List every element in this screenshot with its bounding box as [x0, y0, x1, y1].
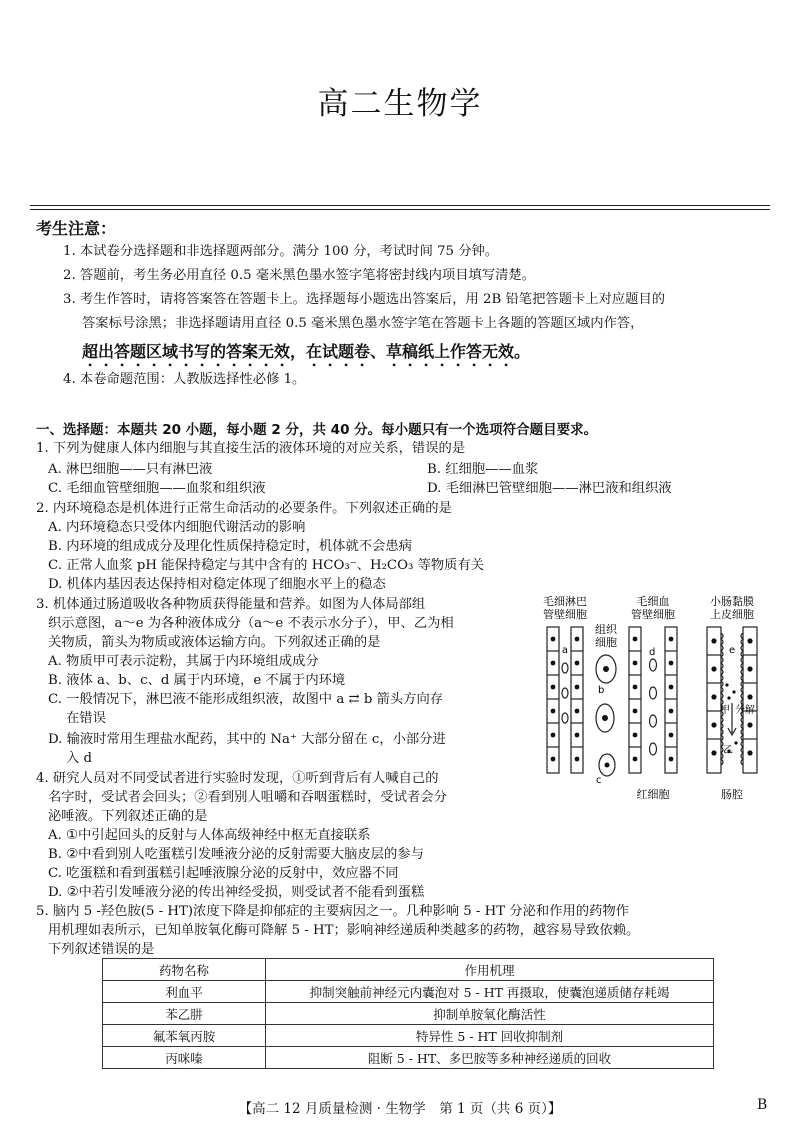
q3-stem-1: 3. 机体通过肠道吸收各种物质获得能量和营养。如图为人体局部组	[36, 597, 426, 612]
q4-option-d: D. ②中若引发唾液分泌的传出神经受损，则受试者不能看到蛋糕	[48, 885, 425, 900]
q4-option-c: C. 吃蛋糕和看到蛋糕引起唾液腺分泌的反射中，效应器不同	[48, 866, 399, 881]
q3-option-c-2: 在错误	[66, 711, 106, 726]
table-header-row	[103, 959, 714, 981]
letter-c: c	[596, 775, 602, 786]
letter-b: b	[598, 685, 605, 696]
notice-item-3-emphasis: 超出答题区域书写的答案无效，在试题卷、草稿纸上作答无效。	[82, 342, 531, 361]
q1-option-a: A. 淋巴细胞——只有淋巴液	[48, 462, 213, 477]
table-cell: 阻断 5 - HT、多巴胺等多种神经递质的回收	[266, 1047, 714, 1069]
q3-stem-2: 织示意图，a～e 为各种液体成分（a～e 不表示水分子），甲、乙为相	[48, 616, 454, 631]
label-intestine-2: 上皮细胞	[710, 608, 754, 621]
notice-item-3-cont: 答案标号涂黑；非选择题请用直径 0.5 毫米黑色墨水签字笔在答题卡上各题的答题区域内作答，	[82, 316, 644, 331]
tissue-diagram	[535, 593, 775, 805]
table-row	[103, 981, 714, 1003]
q2-option-a: A. 内环境稳态只受体内细胞代谢活动的影响	[48, 520, 306, 535]
q3-option-d-1: D. 输液时常用生理盐水配药，其中的 Na⁺ 大部分留在 c，小部分进	[48, 732, 446, 747]
label-tissue-1: 组织	[595, 623, 617, 636]
q2-option-b: B. 内环境的组成成分及理化性质保持稳定时，机体就不会患病	[48, 539, 412, 554]
notice-item-2: 2. 答题前，考生务必用直径 0.5 毫米黑色墨水签字笔将密封线内项目填写清楚。	[63, 268, 536, 283]
table-cell: 利血平	[103, 981, 266, 1003]
letter-a: a	[561, 645, 569, 656]
table-cell: 氟苯氧丙胺	[103, 1025, 266, 1047]
header-rule-thin	[30, 209, 770, 210]
letter-d: d	[649, 647, 656, 658]
q4-stem-1: 4. 研究人员对不同受试者进行实验时发现，①听到背后有人喊自己的	[36, 771, 439, 786]
tissue-nuclei	[602, 666, 610, 768]
section-heading: 一、选择题：本题共 20 小题，每小题 2 分，共 40 分。每小题只有一个选项符合题目要求。	[36, 422, 598, 438]
q4-option-a: A. ①中引起回头的反射与人体高级神经中枢无直接联系	[48, 828, 371, 843]
label-lymph-1: 毛细淋巴	[543, 595, 587, 608]
table-row	[103, 1025, 714, 1047]
header-rule	[30, 205, 770, 206]
label-intestine-1: 小肠黏膜	[710, 595, 754, 608]
label-rbc: 红细胞	[636, 788, 670, 801]
table-cell: 丙咪嗪	[103, 1047, 266, 1069]
drug-table	[102, 958, 714, 1069]
table-header: 作用机理	[266, 959, 714, 981]
notice-item-4: 4. 本卷命题范围：人教版选择性必修 1。	[63, 372, 306, 387]
q3-option-a: A. 物质甲可表示淀粉，其属于内环境组成成分	[48, 654, 319, 669]
notice-item-3: 3. 考生作答时，请将答案答在答题卡上。选择题每小题选出答案后，用 2B 铅笔把答题卡上对应题目的	[63, 292, 666, 307]
table-row	[103, 1047, 714, 1069]
label-lumen: 肠腔	[721, 788, 743, 801]
label-tissue-2: 细胞	[595, 636, 617, 649]
q3-stem-3: 关物质，箭头为物质或液体运输方向。下列叙述正确的是	[48, 635, 381, 650]
q1-stem: 1. 下列为健康人体内细胞与其直接生活的液体环境的对应关系，错误的是	[36, 441, 466, 456]
q3-option-d-2: 入 d	[66, 751, 93, 766]
label-jia: 甲	[720, 705, 730, 716]
label-capillary-2: 管壁细胞	[631, 608, 675, 621]
table-cell: 苯乙肼	[103, 1003, 266, 1025]
letter-e: e	[729, 645, 736, 656]
q3-option-b: B. 液体 a、b、c、d 属于内环境，e 不属于内环境	[48, 673, 346, 688]
page-title: 高二生物学	[317, 86, 483, 122]
label-lymph-2: 管壁细胞	[543, 608, 587, 621]
label-capillary-1: 毛细血	[636, 595, 670, 608]
notice-heading: 考生注意：	[36, 219, 117, 238]
q4-option-b: B. ②中看到别人吃蛋糕引发唾液分泌的反射需要大脑皮层的参与	[48, 847, 424, 862]
q4-stem-2: 名字时，受试者会回头；②看到别人咀嚼和吞咽蛋糕时，受试者会分	[48, 790, 447, 805]
q5-stem-1: 5. 脑内 5 -羟色胺(5 - HT)浓度下降是抑郁症的主要病因之一。几种影响 5 - HT 分泌和作用的药物作	[36, 904, 629, 919]
label-yi: 乙	[723, 745, 733, 756]
table-cell: 抑制突触前神经元内囊泡对 5 - HT 再摄取，使囊泡递质储存耗竭	[266, 981, 714, 1003]
table-row	[103, 1003, 714, 1025]
q3-option-c-1: C. 一般情况下，淋巴液不能形成组织液，故图中 a ⇄ b 箭头方向存	[48, 692, 444, 707]
paper-code: B	[757, 1097, 768, 1113]
q1-option-b: B. 红细胞——血浆	[427, 462, 539, 477]
table-header: 药物名称	[103, 959, 266, 981]
label-decompose: 分解	[735, 705, 755, 716]
q2-option-d: D. 机体内基因表达保持相对稳定体现了细胞水平上的稳态	[48, 577, 386, 592]
q2-stem: 2. 内环境稳态是机体进行正常生命活动的必要条件。下列叙述正确的是	[36, 501, 452, 516]
notice-item-1: 1. 本试卷分选择题和非选择题两部分。满分 100 分，考试时间 75 分钟。	[63, 244, 499, 259]
q1-option-c: C. 毛细血管壁细胞——血浆和组织液	[48, 481, 266, 496]
table-cell: 抑制单胺氧化酶活性	[266, 1003, 714, 1025]
q4-stem-3: 泌唾液。下列叙述正确的是	[48, 809, 208, 824]
q2-option-c: C. 正常人血浆 pH 能保持稳定与其中含有的 HCO₃⁻、H₂CO₃ 等物质有关	[48, 558, 485, 573]
q5-stem-3: 下列叙述错误的是	[48, 942, 155, 957]
page-footer: 【高二 12 月质量检测 · 生物学 第 1 页（共 6 页）】	[238, 1101, 562, 1117]
q5-stem-2: 用机理如表所示，已知单胺氧化酶可降解 5 - HT；影响神经递质种类越多的药物，越容易导致依赖。	[48, 923, 640, 938]
q1-option-d: D. 毛细淋巴管壁细胞——淋巴液和组织液	[427, 481, 672, 496]
table-cell: 特异性 5 - HT 回收抑制剂	[266, 1025, 714, 1047]
